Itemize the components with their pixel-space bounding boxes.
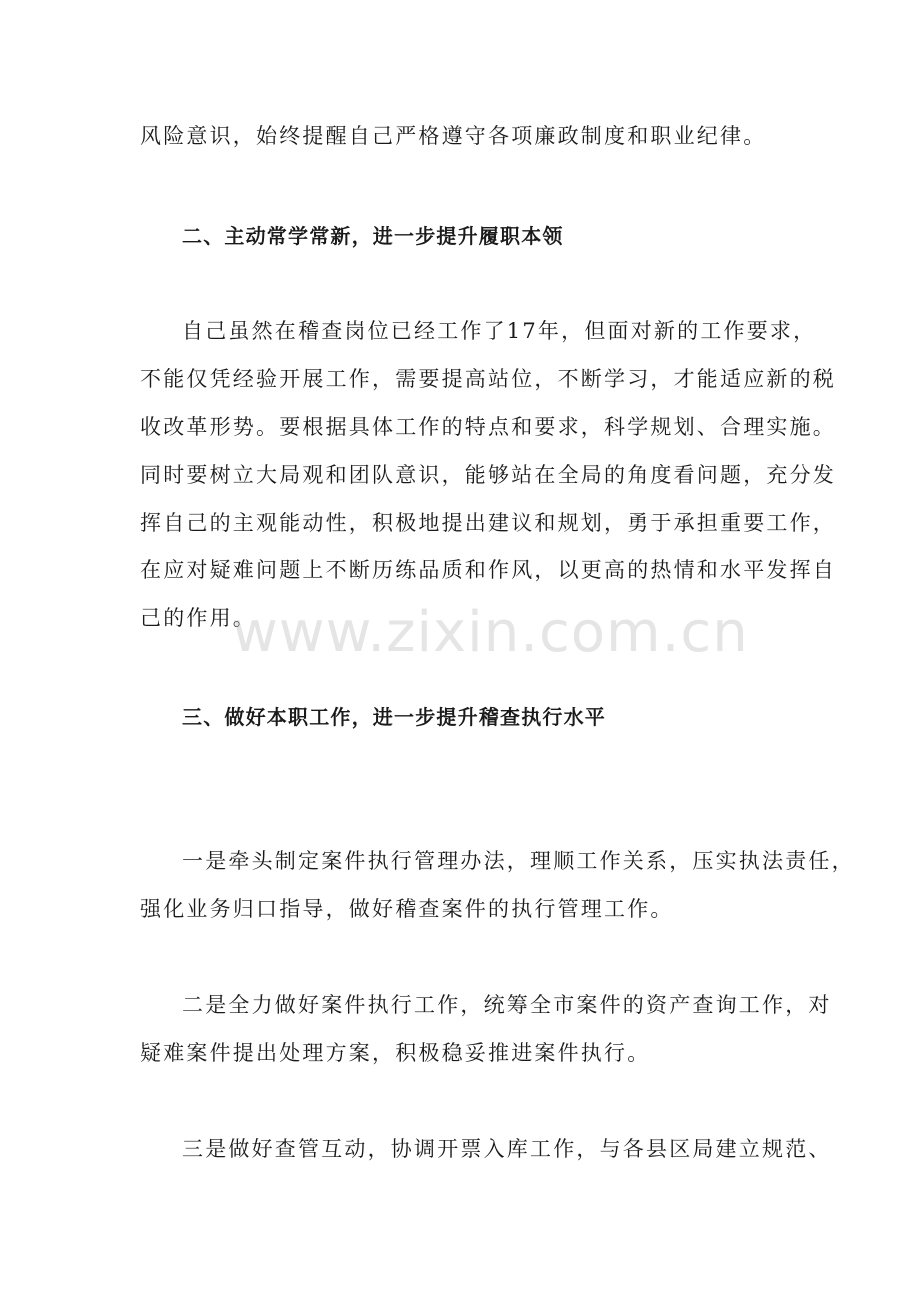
paragraph-line: 同时要树立大局观和团队意识，能够站在全局的角度看问题，充分发 <box>140 463 836 487</box>
paragraph-line: 挥自己的主观能动性，积极地提出建议和规划，勇于承担重要工作， <box>140 511 836 535</box>
paragraph-line: 强化业务归口指导，做好稽查案件的执行管理工作。 <box>140 897 674 921</box>
paragraph-line: 一是牵头制定案件执行管理办法，理顺工作关系，压实执法责任， <box>182 849 855 873</box>
paragraph-line: 二是全力做好案件执行工作，统筹全市案件的资产查询工作，对 <box>182 993 832 1017</box>
paragraph-line: 风险意识，始终提醒自己严格遵守各项廉政制度和职业纪律。 <box>140 124 767 148</box>
paragraph-line: 在应对疑难问题上不断历练品质和作风，以更高的热情和水平发挥自 <box>140 558 836 582</box>
watermark: www.zixin.com.cn <box>232 600 749 665</box>
section-heading: 二、主动常学常新，进一步提升履职本领 <box>182 224 564 248</box>
paragraph-line: 己的作用。 <box>140 606 256 630</box>
section-heading: 三、做好本职工作，进一步提升稽查执行水平 <box>182 705 606 729</box>
paragraph-line: 自己虽然在稽查岗位已经工作了17年，但面对新的工作要求， <box>182 319 817 343</box>
paragraph-line: 不能仅凭经验开展工作，需要提高站位，不断学习，才能适应新的税 <box>140 367 836 391</box>
paragraph-line: 收改革形势。要根据具体工作的特点和要求，科学规划、合理实施。 <box>140 415 836 439</box>
paragraph-line: 三是做好查管互动，协调开票入库工作，与各县区局建立规范、 <box>182 1137 832 1161</box>
paragraph-line: 疑难案件提出处理方案，积极稳妥推进案件执行。 <box>140 1041 651 1065</box>
